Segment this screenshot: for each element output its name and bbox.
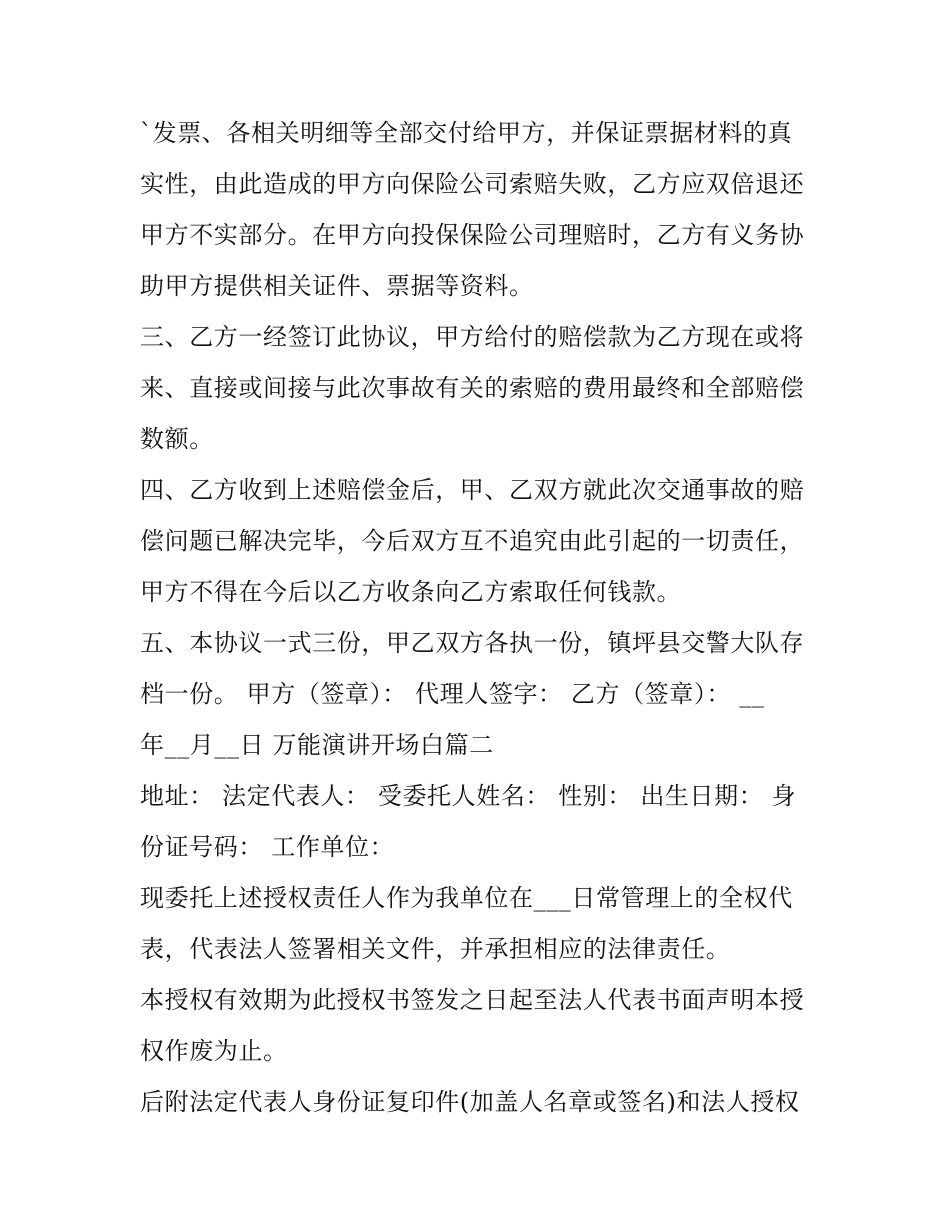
text-line: 份证号码： 工作单位： <box>140 833 395 861</box>
text-line: 数额。 <box>140 425 214 453</box>
text-line: 权作废为止。 <box>140 1037 288 1065</box>
text-line: 四、乙方收到上述赔偿金后，甲、乙双方就此次交通事故的赔 <box>140 476 805 504</box>
text-line: `发票、各相关明细等全部交付给甲方，并保证票据材料的真 <box>140 119 793 147</box>
text-line: 表，代表法人签署相关文件，并承担相应的法律责任。 <box>140 935 731 963</box>
text-line: 三、乙方一经签订此协议，甲方给付的赔偿款为乙方现在或将 <box>140 323 805 351</box>
text-line: 偿问题已解决完毕，今后双方互不追究由此引起的一切责任， <box>140 527 805 555</box>
text-line: 本授权有效期为此授权书签发之日起至法人代表书面声明本授 <box>140 986 805 1014</box>
text-line: 五、本协议一式三份，甲乙双方各执一份，镇坪县交警大队存 <box>140 629 805 657</box>
text-line: 现委托上述授权责任人作为我单位在___日常管理上的全权代 <box>140 884 793 912</box>
text-line: 实性，由此造成的甲方向保险公司索赔失败，乙方应双倍退还 <box>140 170 805 198</box>
text-line: 甲方不得在今后以乙方收条向乙方索取任何钱款。 <box>140 578 682 606</box>
text-line: 助甲方提供相关证件、票据等资料。 <box>140 272 534 300</box>
text-line: 地址： 法定代表人： 受委托人姓名： 性别： 出生日期： 身 <box>140 782 797 810</box>
text-line: 来、直接或间接与此次事故有关的索赔的费用最终和全部赔偿 <box>140 374 805 402</box>
text-line: 甲方不实部分。在甲方向投保保险公司理赔时，乙方有义务协 <box>140 221 805 249</box>
text-line: 年__月__日 万能演讲开场白篇二 <box>140 731 494 759</box>
text-line: 档一份。 甲方（签章）： 代理人签字： 乙方（签章）： __ <box>140 680 765 708</box>
text-line: 后附法定代表人身份证复印件(加盖人名章或签名)和法人授权 <box>140 1088 800 1116</box>
document-body <box>140 108 820 1128</box>
